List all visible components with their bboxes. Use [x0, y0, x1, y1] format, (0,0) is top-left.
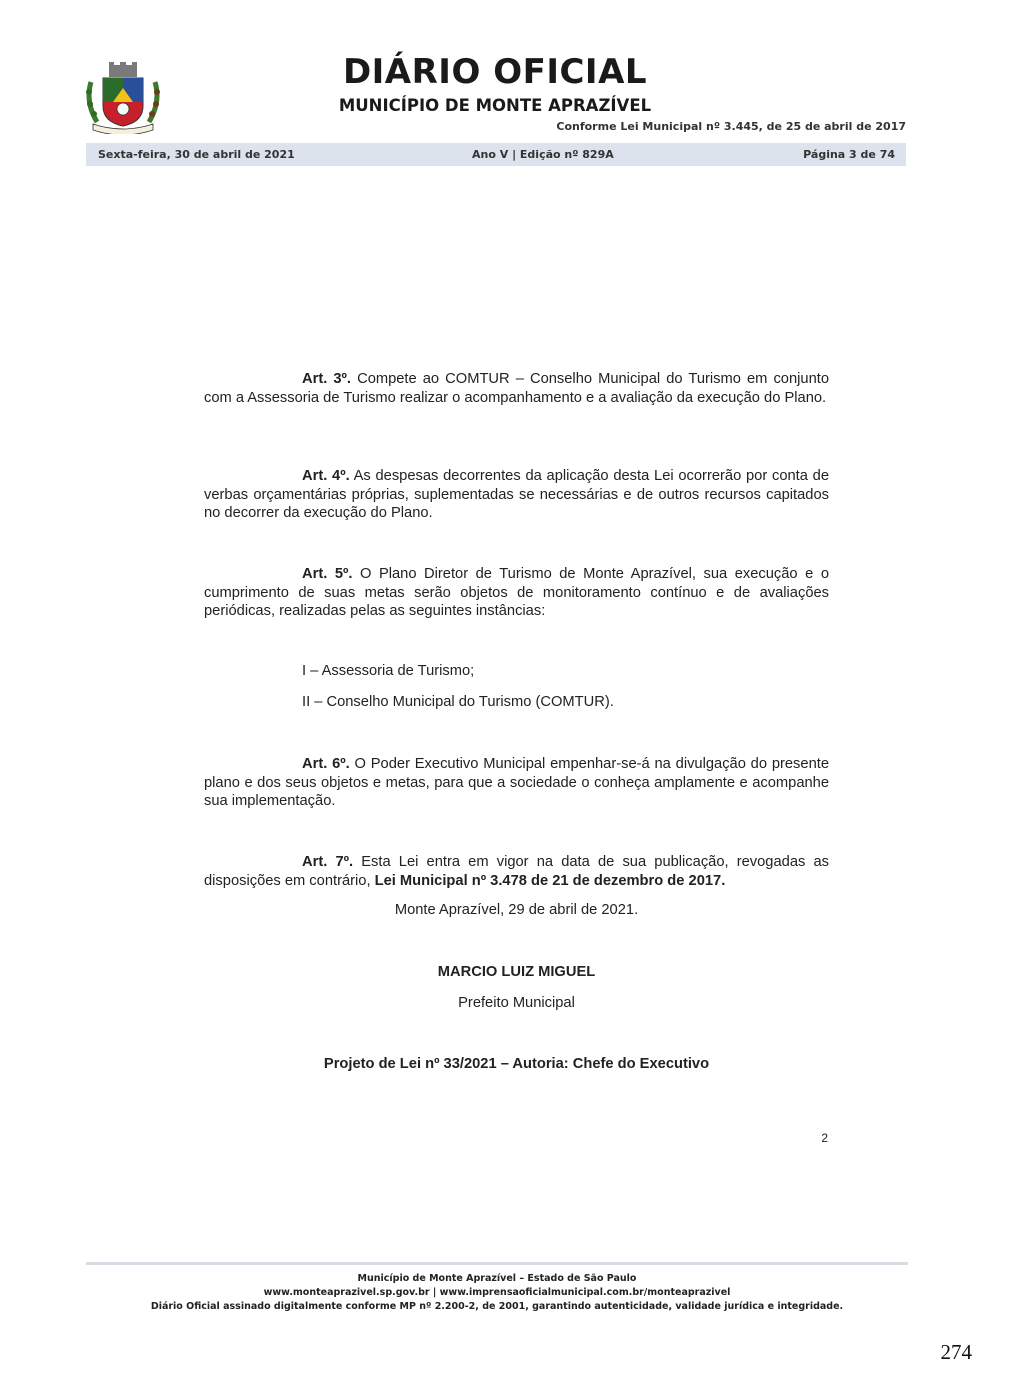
- article-3: [204, 370, 829, 407]
- project-reference: Projeto de Lei nº 33/2021 – Autoria: Chefe do Executivo: [323, 1056, 710, 1072]
- article-4: [204, 467, 829, 523]
- article-3-label: Art. 3º.: [302, 371, 351, 387]
- edition-info-bar: [86, 143, 906, 166]
- article-6-label: Art. 6º.: [302, 756, 350, 772]
- article-6-text: O Poder Executivo Municipal empenhar-se-á na divulgação do presente plano e dos seus objetos e metas, para que a sociedade o conheça amplamente e acompanhe sua implementação.: [204, 756, 829, 809]
- article-4-label: Art. 4º.: [302, 468, 350, 484]
- place-date: Monte Aprazível, 29 de abril de 2021.: [394, 902, 639, 918]
- footer-line-1: Município de Monte Aprazível – Estado de São Paulo: [357, 1273, 637, 1284]
- law-note: Conforme Lei Municipal nº 3.445, de 25 de abril de 2017: [556, 120, 906, 133]
- sheet-stamp-number: 274: [940, 1340, 972, 1364]
- footer-line-2: www.monteaprazivel.sp.gov.br | www.imprensaoficialmunicipal.com.br/monteaprazivel: [263, 1287, 731, 1298]
- page-title: DIÁRIO OFICIAL: [342, 52, 648, 92]
- list-item-1: I – Assessoria de Turismo;: [302, 663, 475, 679]
- article-5-text: O Plano Diretor de Turismo de Monte Aprazível, sua execução e o cumprimento de suas metas serão objetos de monitoramento contínuo e de avaliações periódicas, realizadas pelas as seguintes instâncias:: [204, 566, 829, 619]
- article-7: [204, 853, 829, 890]
- issue-date: Sexta-feira, 30 de abril de 2021: [98, 148, 295, 161]
- footer-divider: [86, 1262, 908, 1265]
- list-item-2: II – Conselho Municipal do Turismo (COMTUR).: [302, 694, 614, 710]
- internal-page-number: 2: [821, 1131, 828, 1145]
- article-5-label: Art. 5º.: [302, 566, 353, 582]
- article-3-text: Compete ao COMTUR – Conselho Municipal do Turismo em conjunto com a Assessoria de Turismo realizar o acompanhamento e a avaliação da execução do Plano.: [204, 371, 829, 406]
- signer-name: MARCIO LUIZ MIGUEL: [437, 964, 596, 980]
- issue-page: Página 3 de 74: [803, 148, 895, 161]
- issue-edition: Ano V | Edição nº 829A: [472, 148, 614, 161]
- article-7-label: Art. 7º.: [302, 854, 354, 870]
- article-7-text: Esta Lei entra em vigor na data de sua publicação, revogadas as disposições em contrário,: [204, 854, 829, 889]
- article-5: [204, 565, 829, 621]
- article-7-law-reference: Lei Municipal nº 3.478 de 21 de dezembro de 2017.: [374, 872, 726, 889]
- signer-role: Prefeito Municipal: [458, 995, 575, 1011]
- footer-line-3: Diário Oficial assinado digitalmente conforme MP nº 2.200-2, de 2001, garantindo autenticidade, validade jurídica e integridade.: [150, 1301, 844, 1312]
- page-subtitle: MUNICÍPIO DE MONTE APRAZÍVEL: [338, 96, 652, 115]
- article-4-text: As despesas decorrentes da aplicação desta Lei ocorrerão por conta de verbas orçamentárias próprias, suplementadas se necessárias e de outros recursos capitados no decorrer da execução do Plano.: [204, 468, 829, 521]
- article-6: [204, 755, 829, 811]
- municipal-crest-logo: [83, 62, 163, 134]
